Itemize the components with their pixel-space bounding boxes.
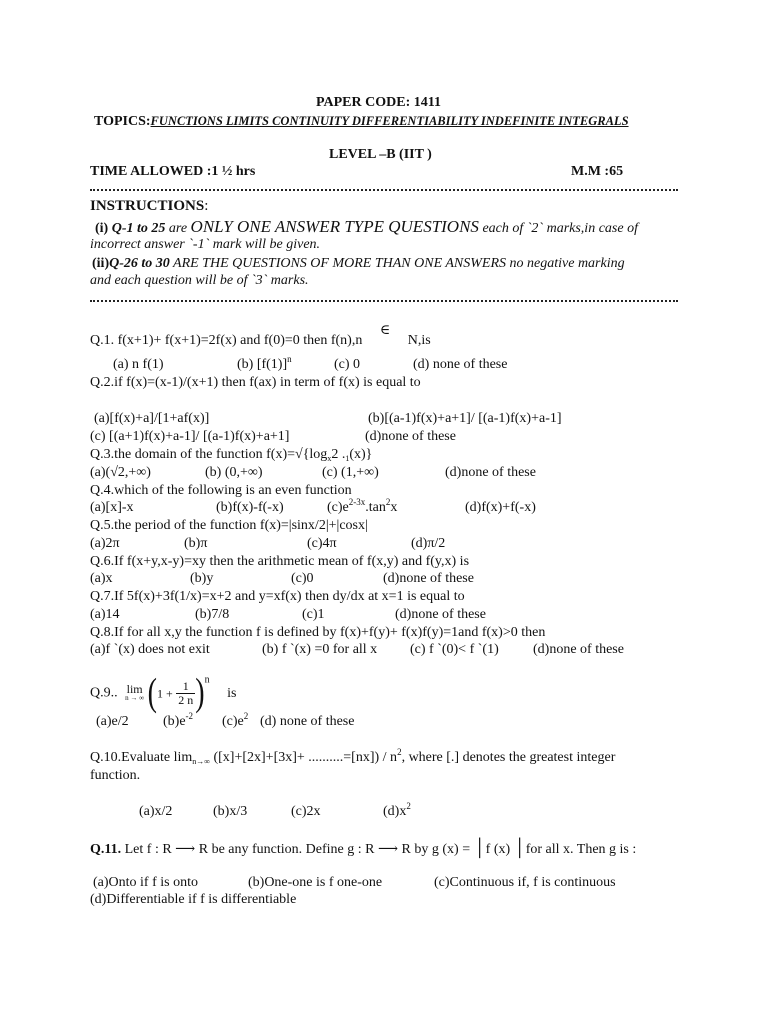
- q9-exponent: n: [204, 674, 210, 686]
- q7-option-d: (d)none of these: [395, 607, 486, 622]
- q11-option-c: (c)Continuous if, f is continuous: [434, 875, 616, 890]
- q11-abs-inner: f (x): [485, 842, 511, 857]
- q4-c-sup: 2-3x: [348, 497, 366, 507]
- q7-option-b: (b)7/8: [195, 607, 230, 622]
- q11-tail: for all x. Then g is :: [525, 842, 637, 857]
- q2-option-b: (b)[(a-1)f(x)+a+1]/ [(a-1)f(x)+a-1]: [368, 411, 562, 426]
- q3-sub1: x: [327, 454, 332, 463]
- q1-option-a: (a) n f(1): [113, 357, 164, 372]
- q5-option-d: (d)π/2: [411, 536, 446, 551]
- q7-option-c: (c)1: [302, 607, 325, 622]
- instruction-i-line2: incorrect answer `-1` mark will be given.: [90, 237, 321, 252]
- q10-text: [90, 747, 616, 766]
- q11-abs-open: │: [473, 838, 486, 857]
- q8-option-d: (d)none of these: [533, 642, 624, 657]
- q8-option-a: (a)f `(x) does not exit: [90, 642, 210, 657]
- q8-option-c: (c) f `(0)< f `(1): [410, 642, 499, 657]
- q10-sub: n→∞: [192, 757, 210, 766]
- q10-tail: , where [.] denotes the greatest integer: [401, 750, 616, 765]
- instruction-ii-label: (ii): [92, 256, 110, 271]
- q3-sub2: 1: [345, 454, 350, 463]
- q4-c-tail: .tan: [365, 500, 386, 515]
- q4-option-a: (a)[x]-x: [90, 500, 134, 515]
- q10-d-text: (d)x: [383, 804, 407, 819]
- q9-frac-num: 1: [176, 680, 195, 694]
- q9-c-text: (c)e: [222, 714, 244, 729]
- q11-text: [90, 840, 636, 858]
- q9-lim-text: lim: [126, 681, 143, 696]
- q9-option-b: [163, 711, 194, 730]
- element-of-symbol: ∈: [379, 323, 391, 338]
- q3-text: [90, 447, 372, 463]
- q10-option-c: (c)2x: [291, 804, 321, 819]
- q2-text: Q.2.if f(x)=(x-1)/(x+1) then f(ax) in term of f(x) is equal to: [90, 375, 421, 390]
- q6-option-b: (b)y: [190, 571, 214, 586]
- q3-stem: Q.3.the domain of the function f(x)=√{log: [90, 447, 328, 462]
- q5-text: Q.5.the period of the function f(x)=|sinx/2|+|cosx|: [90, 518, 368, 533]
- q4-c-end: x: [390, 500, 398, 515]
- q9-limit: [125, 681, 145, 703]
- q10-option-a: (a)x/2: [139, 804, 173, 819]
- q3-tail: (x)}: [349, 447, 373, 462]
- q7-option-a: (a)14: [90, 607, 120, 622]
- q1-option-b-sup: n: [287, 354, 292, 364]
- q9-label: Q.9..: [90, 685, 118, 701]
- q3-option-c: (c) (1,+∞): [322, 465, 379, 480]
- q5-option-a: (a)2π: [90, 536, 120, 551]
- q11-option-b: (b)One-one is f one-one: [248, 875, 383, 890]
- q4-c-text: (c)e: [327, 500, 349, 515]
- q9-fraction: [176, 680, 195, 707]
- q9-option-a: (a)e/2: [96, 714, 129, 729]
- instruction-i-big: ONLY ONE ANSWER TYPE QUESTIONS: [190, 217, 479, 236]
- q4-c-sup2: 2: [385, 497, 391, 507]
- q10-rest: ([x]+[2x]+[3x]+ ..........=[nx]) / n: [209, 750, 398, 765]
- q8-text: Q.8.If for all x,y the function f is defined by f(x)+f(y)+ f(x)f(y)=1and f(x)>0 then: [90, 625, 546, 640]
- q4-option-d: (d)f(x)+f(-x): [465, 500, 536, 515]
- q10-sup: 2: [397, 747, 402, 757]
- q9-b-text: (b)e: [163, 714, 186, 729]
- q9-text: Q.9.. lim n → ∞ (1 + $\frac{1}{2 n}$ )$^n$ is: [90, 671, 237, 715]
- instruction-ii-line2: and each question will be of `3` marks.: [90, 273, 309, 288]
- topics-line: [94, 113, 629, 130]
- q9-lim-sub: n → ∞: [125, 693, 145, 702]
- q1-option-c: (c) 0: [334, 357, 361, 372]
- q9-option-d: (d) none of these: [260, 714, 355, 729]
- q3-option-a: (a)(√2,+∞): [90, 465, 151, 480]
- q10-option-b: (b)x/3: [213, 804, 248, 819]
- instruction-ii-range: Q-26 to 30: [109, 256, 170, 271]
- dotted-divider: [90, 300, 678, 302]
- q1-option-d: (d) none of these: [413, 357, 508, 372]
- topics-label: TOPICS:: [94, 114, 151, 129]
- q5-option-c: (c)4π: [307, 536, 337, 551]
- q11-label: Q.11.: [90, 842, 122, 857]
- instruction-i-range: Q-1 to 25: [111, 221, 166, 236]
- dotted-divider: [90, 189, 678, 191]
- q1-text: [90, 323, 431, 349]
- q8-option-b: (b) f `(x) =0 for all x: [262, 642, 378, 657]
- q6-text: Q.6.If f(x+y,x-y)=xy then the arithmetic mean of f(x,y) and f(y,x) is: [90, 554, 470, 569]
- instruction-i-label: (i): [95, 221, 109, 236]
- q11-option-a: (a)Onto if f is onto: [93, 875, 198, 890]
- q6-option-a: (a)x: [90, 571, 113, 586]
- q9-c-sup: 2: [243, 711, 249, 721]
- q10-option-d: [383, 801, 411, 820]
- q10-d-sup: 2: [406, 801, 411, 811]
- level: LEVEL –B (IIT ): [329, 147, 432, 162]
- instruction-i-rest: each of `2` marks,in case of: [478, 221, 638, 236]
- q9-frac-den: 2 n: [178, 693, 194, 707]
- instructions-colon: :: [204, 198, 209, 214]
- q3-option-b: (b) (0,+∞): [205, 465, 263, 480]
- time-allowed: TIME ALLOWED :1 ½ hrs: [90, 164, 256, 179]
- q4-option-b: (b)f(x)-f(-x): [216, 500, 284, 515]
- q1-stem: Q.1. f(x+1)+ f(x+1)=2f(x) and f(0)=0 then f(n),n: [90, 333, 363, 348]
- topics-text: FUNCTIONS LIMITS CONTINUITY DIFFERENTIABILITY INDEFINITE INTEGRALS: [150, 114, 629, 128]
- q1-tail: N,is: [407, 333, 431, 348]
- instruction-i: [95, 219, 638, 237]
- q11-option-d: (d)Differentiable if f is differentiable: [90, 892, 297, 907]
- q10-line2: function.: [90, 768, 141, 783]
- q3-option-d: (d)none of these: [445, 465, 536, 480]
- instruction-i-are: are: [165, 221, 191, 236]
- instructions-title: [90, 198, 208, 214]
- q1-option-b-text: (b) [f(1)]: [237, 357, 288, 372]
- q7-text: Q.7.If 5f(x)+3f(1/x)=x+2 and y=xf(x) then dy/dx at x=1 is equal to: [90, 589, 465, 604]
- q9-is: is: [227, 685, 237, 701]
- q6-option-d: (d)none of these: [383, 571, 474, 586]
- q3-mid: 2 .: [331, 447, 346, 462]
- instruction-ii-rest: ARE THE QUESTIONS OF MORE THAN ONE ANSWERS no negative marking: [169, 256, 625, 271]
- q11-abs-close: │: [513, 838, 526, 857]
- q9-b-sup: -2: [185, 711, 194, 721]
- q6-option-c: (c)0: [291, 571, 314, 586]
- q1-option-b: [237, 354, 292, 373]
- q9-option-c: [222, 711, 249, 730]
- instructions-title-text: INSTRUCTIONS: [90, 198, 205, 214]
- q4-text: Q.4.which of the following is an even function: [90, 483, 352, 498]
- instruction-ii: [92, 256, 625, 272]
- q5-option-b: (b)π: [184, 536, 208, 551]
- q2-option-a: (a)[f(x)+a]/[1+af(x)]: [94, 411, 210, 426]
- paper-code: PAPER CODE: 1411: [316, 95, 441, 110]
- q11-stem: Let f : R ⟶ R be any function. Define g : R ⟶ R by g (x) =: [121, 842, 474, 857]
- q10-stem: Q.10.Evaluate lim: [90, 750, 193, 765]
- q2-option-d: (d)none of these: [365, 429, 456, 444]
- q2-option-c: (c) [(a+1)f(x)+a-1]/ [(a-1)f(x)+a+1]: [90, 429, 290, 444]
- max-marks: M.M :65: [571, 164, 624, 179]
- q4-option-c: [327, 497, 398, 516]
- q9-one-plus: 1 +: [156, 686, 173, 701]
